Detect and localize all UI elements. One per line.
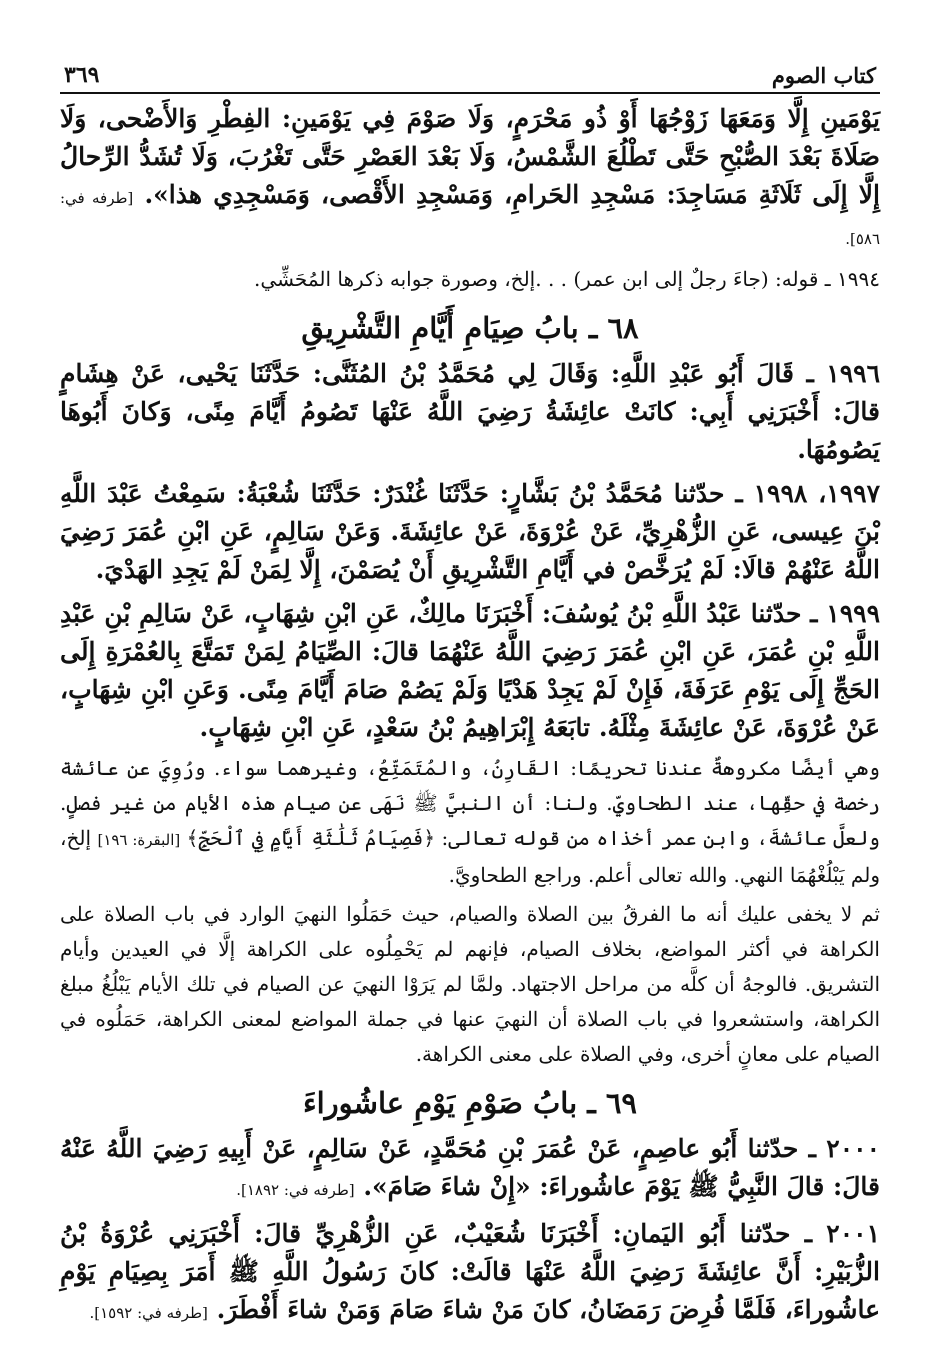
intro-hadith-ref: [طرفه في: ٥٨٦]. <box>60 189 880 248</box>
commentary-paragraph-2: ثم لا يخفى عليك أنه ما الفرقُ بين الصلاة والصيام، حيث حَمَلُوا النهيَ الوارد في باب الصلاة على الكراهة في أكثر المواضع، بخلاف الصيام، فإنهم لم يَحْمِلُوه على الكراهة إلَّا في العيدين وأيام التشريق. فالوجهُ أن كلَّه من مراحل الاجتهاد. ولمَّا لم يَرَوْا النهيَ عن الصيام في تلك الأيام يَبْلُغُ مبلغ الكراهة، واستشعروا في باب الصلاة أن النهيَ عنها في جملة المواضع لمعنى الكراهة، حَمَلُوه في الصيام على معانٍ أخرى، وفي الصلاة على معنى الكراهة. <box>60 902 880 1066</box>
hadith-2000 <box>60 1130 880 1209</box>
hadith-1997: ١٩٩٧، ١٩٩٨ ـ حدّثنا مُحَمَّدُ بْنُ بَشَّارٍ: حَدَّثَنَا غُنْدَرٌ: حَدَّثَنَا شُعْبَةُ: سَمِعْتُ عَبْدَ اللَّهِ بْنَ عِيسى، عَنِ الزُّهْرِيِّ، عَنْ عُرْوَةَ، عَنْ عائِشَةَ. وَعَنْ سَالِمٍ، عَنِ ابْنِ عُمَرَ رَضِيَ اللَّهُ عَنْهُمْ قالَا: لَمْ يُرَخَّصْ في أَيَّامِ التَّشْرِيقِ أَنْ يُصَمْنَ، إِلَّا لِمَنْ لَمْ يَجِدِ الهَدْيَ. <box>60 479 881 584</box>
hadith-1996: ١٩٩٦ ـ قَالَ أَبُو عَبْدِ اللَّهِ: وَقَالَ لِي مُحَمَّدُ بْنُ المُثَنَّى: حَدَّثَنَا يَحْيى، عَنْ هِشَامٍ قالَ: أَخْبَرَنِي أَبِي: كانَتْ عائِشَةُ رَضِيَ اللَّهُ عَنْهَا تَصُومُ أَيَّامَ مِنًى، وَكانَ أَبُوهَا يَصُومُهَا. <box>60 359 880 464</box>
hadith-1999: ١٩٩٩ ـ حدّثنا عَبْدُ اللَّهِ بْنُ يُوسُفَ: أَخْبَرَنَا مالِكٌ، عَنِ ابْنِ شِهَابٍ، عَنْ سَالِمِ بْنِ عَبْدِ اللَّهِ بْنِ عُمَرَ، عَنِ ابْنِ عُمَرَ رَضِيَ اللَّهُ عَنْهُمَا قالَ: الصِّيَامُ لِمَنْ تَمَتَّعَ بِالعُمْرَةِ إِلَى الحَجِّ إِلَى يَوْمِ عَرَفَةَ، فَإِنْ لَمْ يَجِدْ هَدْيًا وَلَمْ يَصُمْ صَامَ أَيَّامَ مِنًى. وَعَنِ ابْنِ شِهَابٍ، عَنْ عُرْوَةَ، عَنْ عائِشَةَ مِثْلَهُ. تابَعَهُ إِبْرَاهِيمُ بْنُ سَعْدٍ، عَنِ ابْنِ شِهَابٍ. <box>60 599 881 742</box>
intro-hadith-text: يَوْمَينِ إِلَّا وَمَعَهَا زَوْجُهَا أَوْ ذُو مَحْرَمٍ، وَلَا صَوْمَ فِي يَوْمَينِ: الفِطْرِ وَالأَضْحى، وَلَا صَلَاةَ بَعْدَ الصُّبْحِ حَتَّى تَطْلُعَ الشَّمْسُ، وَلَا بَعْدَ العَصْرِ حَتَّى تَغْرُبَ، وَلَا تُشَدُّ الرِّحالُ إِلَّا إِلَى ثَلَاثَةِ مَسَاجِدَ: مَسْجِدِ الحَرامِ، وَمَسْجِدِ الأَقْصى، وَمَسْجِدِي هذا». <box>60 104 880 209</box>
page-number: ٣٦٩ <box>64 62 100 88</box>
commentary-1-text: وهي أيضًا مكروهةٌ عندنا تحريمًا: القَارِنُ، والمُتَمَتِّعُ، وغيرهما سواء. ورُوِيَ عن عائشة رخصة في حقِّها، عند الطحاويِّ. ولنا: أن النبيَّ ﷺ نَهَى عن صيام هذه الأيام من غير فصلٍ. ولعلَّ عائشةَ، وابن عمر أخذاه من قوله تعالى: ﴿فَصِيَامُ ثَلَٰثَةِ أَيَّامٍ فِي ٱلْحَجِّ﴾ <box>60 756 880 850</box>
chapter-69-heading: ٦٩ ـ بابُ صَوْمِ يَوْمِ عاشُوراءَ <box>302 1086 638 1120</box>
hadith-2001-ref: [طرفه في: ١٥٩٢]. <box>89 1304 208 1322</box>
hadith-2000-text: ٢٠٠٠ ـ حدّثنا أَبُو عاصِمٍ، عَنْ عُمَرَ بْنِ مُحَمَّدٍ، عَنْ سَالِمٍ، عَنْ أَبِيهِ رَضِيَ اللَّهُ عَنْهُ قالَ: قالَ النَّبِيُّ ﷺ يَوْمَ عاشُوراءَ: «إِنْ شاءَ صَامَ». <box>60 1134 880 1201</box>
intro-hadith <box>60 100 880 258</box>
hadith-2001-text: ٢٠٠١ ـ حدّثنا أَبُو اليَمانِ: أَخْبَرَنَا شُعَيْبٌ، عَنِ الزُّهْرِيِّ قالَ: أَخْبَرَنِي عُرْوَةُ بْنُ الزُّبَيْرِ: أَنَّ عائِشَةَ رَضِيَ اللَّهُ عَنْهَا قالَتْ: كانَ رَسُولُ اللَّهِ ﷺ أَمَرَ بِصِيَامِ يَوْمِ عاشُوراءَ، فَلَمَّا فُرِضَ رَمَضَانُ، كانَ مَنْ شاءَ صَامَ وَمَنْ شاءَ أَفْطَرَ. <box>60 1219 880 1324</box>
book-page <box>60 48 880 1338</box>
commentary-1-ref: [البقرة: ١٩٦] <box>97 831 181 849</box>
book-title: كتاب الصوم <box>771 63 876 88</box>
commentary-1-tail: إلخ، ولم يَبْلُغْهُمَا النهي. والله تعالى أعلم. وراجع الطحاويَّ. <box>60 826 880 887</box>
hadith-2001 <box>60 1215 880 1332</box>
note-1994: ١٩٩٤ ـ قوله: (جاءَ رجلٌ إلى ابن عمر) . . .إلخ، وصورة جوابه ذكرها المُحَشِّي. <box>254 267 880 291</box>
page-header <box>60 48 880 94</box>
commentary-paragraph-1 <box>60 751 880 893</box>
chapter-68-heading: ٦٨ ـ بابُ صِيَامِ أَيَّامِ التَّشْرِيقِ <box>301 311 639 345</box>
hadith-2000-ref: [طرفه في: ١٨٩٢]. <box>236 1181 355 1199</box>
